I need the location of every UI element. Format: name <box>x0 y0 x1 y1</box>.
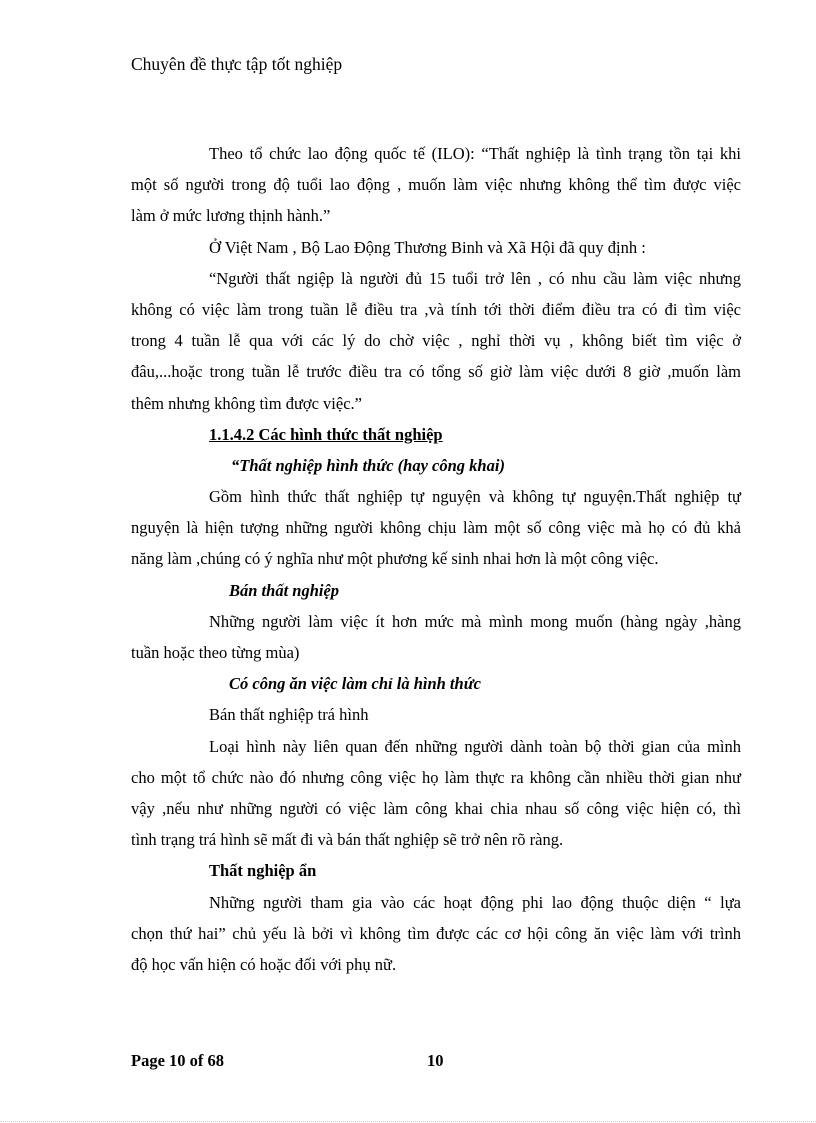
paragraph-line: trong 4 tuần lễ qua với các lý do chờ việc , nghỉ thời vụ , không biết tìm việc ở <box>131 331 741 351</box>
footer-page-number: 10 <box>427 1051 444 1070</box>
footer-page-label: Page 10 of 68 <box>131 1051 225 1070</box>
paragraph-line: cho một tổ chức nào đó nhưng công việc họ làm thực ra không cần nhiều thời gian như <box>131 767 741 787</box>
paragraph-line: nguyện là hiện tượng những người không chịu làm một số công việc mà họ có đủ khả <box>131 518 741 538</box>
paragraph-line: tuần hoặc theo từng mùa) <box>131 643 300 662</box>
paragraph-line: làm ở mức lương thịnh hành.” <box>131 206 331 226</box>
paragraph-line: Những người làm việc ít hơn mức mà mình mong muốn (hàng ngày ,hàng <box>209 611 741 631</box>
paragraph-line: năng làm ,chúng có ý nghĩa như một phương kế sinh nhai hơn là một công việc. <box>131 549 659 569</box>
paragraph-line: Loại hình này liên quan đến những người dành toàn bộ thời gian của mình <box>209 736 741 756</box>
subsection-heading: Thất nghiệp ẩn <box>209 861 317 881</box>
paragraph-line: Ở Việt Nam , Bộ Lao Động Thương Binh và Xã Hội đã quy định : <box>209 237 646 257</box>
paragraph-line: chọn thứ hai” chủ yếu là bởi vì không tìm được các cơ hội công ăn việc làm với trình <box>131 923 741 943</box>
paragraph-line: không có việc làm trong tuần lễ điều tra ,và tính tới thời điểm điều tra có đi tìm việc <box>131 299 741 319</box>
page-header-title: Chuyên đề thực tập tốt nghiệp <box>131 54 343 74</box>
paragraph-line: đâu,...hoặc trong tuần lễ trước điều tra có tổng số giờ làm việc dưới 8 giờ ,muốn làm <box>131 362 741 382</box>
paragraph-line: thêm nhưng không tìm được việc.” <box>131 393 362 413</box>
paragraph-line: tình trạng trá hình sẽ mất đi và bán thất nghiệp sẽ trở nên rõ ràng. <box>131 830 564 850</box>
subsection-heading: “Thất nghiệp hình thức (hay công khai) <box>231 455 505 475</box>
paragraph-line: một số người trong độ tuổi lao động , muốn làm việc nhưng không thể tìm được việc <box>131 175 741 195</box>
paragraph-line: Theo tổ chức lao động quốc tế (ILO): “Thất nghiệp là tình trạng tồn tại khi <box>209 144 741 163</box>
paragraph-line: Những người tham gia vào các hoạt động phi lao động thuộc diện “ lựa <box>209 892 741 912</box>
paragraph-line: Gồm hình thức thất nghiệp tự nguyện và không tự nguyện.Thất nghiệp tự <box>209 487 741 507</box>
paragraph-line: độ học vấn hiện có hoặc đối với phụ nữ. <box>131 954 397 974</box>
paragraph-line: vậy ,nếu như những người có việc làm công khai chia nhau số công việc hiện có, thì <box>131 798 741 818</box>
page-bottom-divider <box>0 1121 816 1122</box>
paragraph-line: Bán thất nghiệp trá hình <box>209 705 369 725</box>
subsection-heading: Có công ăn việc làm chỉ là hình thức <box>229 674 481 694</box>
document-body <box>131 138 741 980</box>
paragraph-line: “Người thất ngiệp là người đủ 15 tuổi trở lên , có nhu cầu làm việc nhưng <box>209 268 741 288</box>
section-heading: 1.1.4.2 Các hình thức thất nghiệp <box>209 424 443 444</box>
subsection-heading: Bán thất nghiệp <box>229 580 340 600</box>
